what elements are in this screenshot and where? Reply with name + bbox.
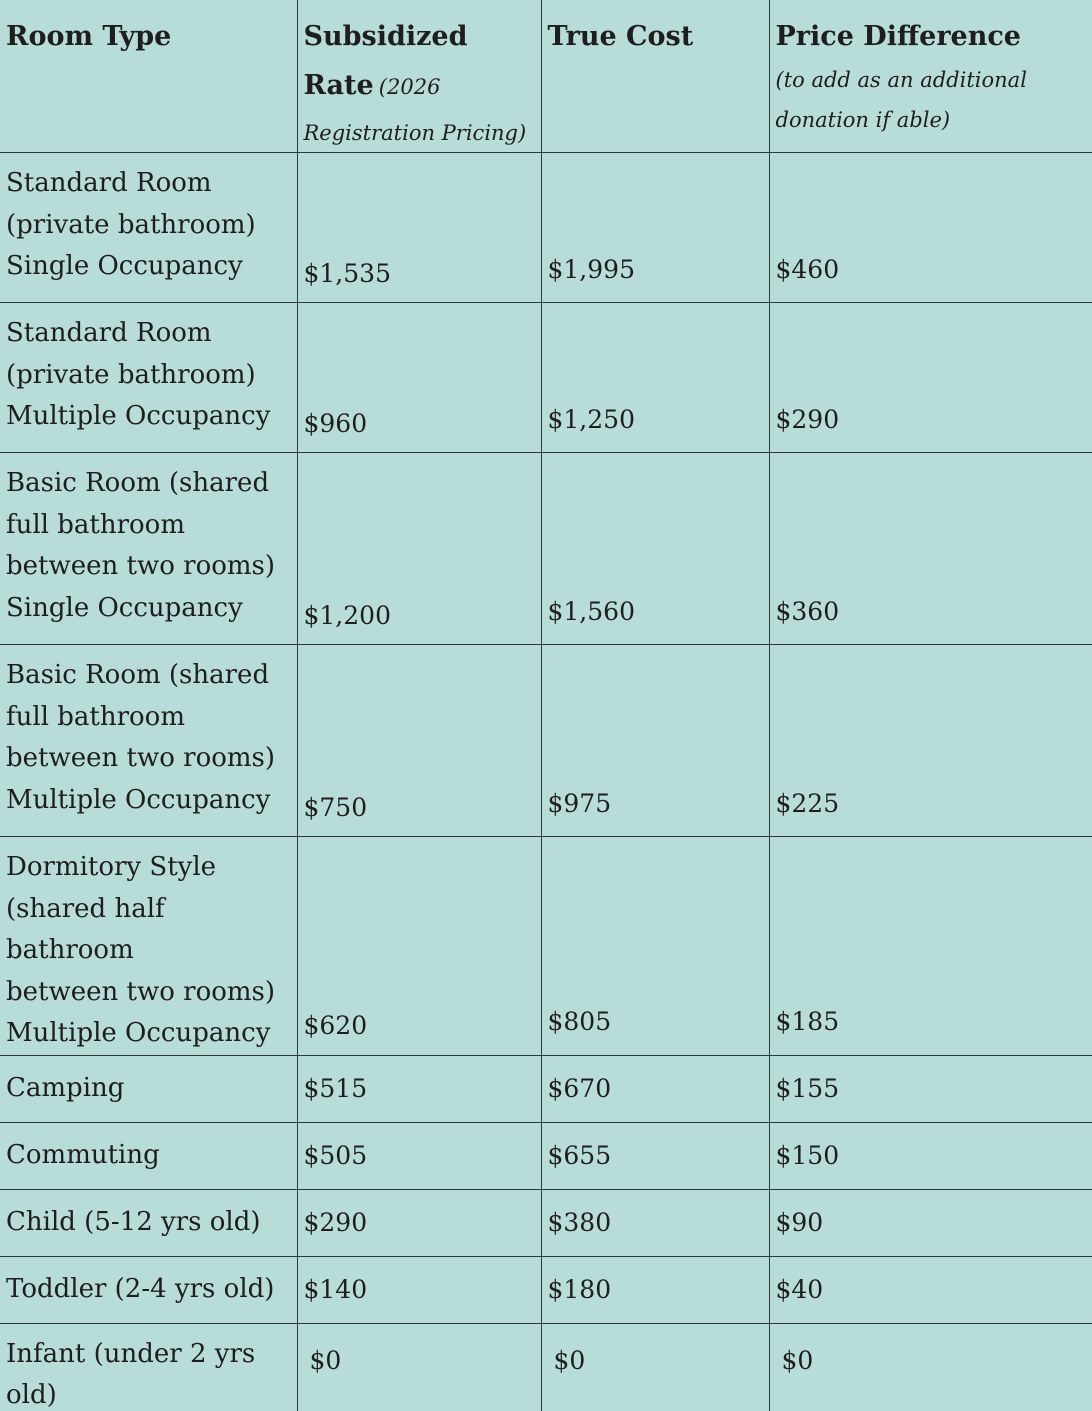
table-row xyxy=(0,645,1092,837)
subsidized-cell: $750 xyxy=(297,645,541,837)
true-cost-cell: $655 xyxy=(541,1122,769,1189)
room-type-cell: Standard Room (private bathroom) Single Occupancy xyxy=(0,153,297,303)
header-subsidized-note-1: (2026 xyxy=(378,75,441,99)
subsidized-cell: $1,200 xyxy=(297,453,541,645)
true-cost-cell: $1,560 xyxy=(541,453,769,645)
subsidized-cell: $1,535 xyxy=(297,153,541,303)
room-type-cell: Basic Room (shared full bathroom between two rooms) Multiple Occupancy xyxy=(0,645,297,837)
difference-cell: $185 xyxy=(769,837,1092,1056)
table-row xyxy=(0,837,1092,1056)
room-type-cell: Dormitory Style (shared half bathroom between two rooms) Multiple Occupancy xyxy=(0,837,297,1056)
room-type-cell: Infant (under 2 yrs old) xyxy=(0,1323,297,1411)
header-difference-note-1: (to add as an additional xyxy=(775,68,1027,92)
true-cost-cell: $975 xyxy=(541,645,769,837)
difference-cell: $360 xyxy=(769,453,1092,645)
table-row xyxy=(0,1256,1092,1323)
header-true-cost: True Cost xyxy=(541,0,769,153)
true-cost-cell: $1,995 xyxy=(541,153,769,303)
room-type-cell: Toddler (2-4 yrs old) xyxy=(0,1256,297,1323)
difference-cell: $90 xyxy=(769,1189,1092,1256)
room-type-cell: Camping xyxy=(0,1055,297,1122)
table-row xyxy=(0,1055,1092,1122)
difference-cell: $40 xyxy=(769,1256,1092,1323)
room-type-cell: Standard Room (private bathroom) Multiple Occupancy xyxy=(0,303,297,453)
header-row xyxy=(0,0,1092,153)
header-price-difference: Price Difference (to add as an additional donation if able) xyxy=(769,0,1092,153)
header-rate-label: Rate xyxy=(303,70,374,101)
true-cost-cell: $1,250 xyxy=(541,303,769,453)
true-cost-cell: $180 xyxy=(541,1256,769,1323)
subsidized-cell: $505 xyxy=(297,1122,541,1189)
true-cost-cell: $0 xyxy=(541,1323,769,1411)
true-cost-cell: $805 xyxy=(541,837,769,1056)
difference-cell: $150 xyxy=(769,1122,1092,1189)
difference-cell: $0 xyxy=(769,1323,1092,1411)
subsidized-cell: $290 xyxy=(297,1189,541,1256)
true-cost-cell: $670 xyxy=(541,1055,769,1122)
true-cost-cell: $380 xyxy=(541,1189,769,1256)
table-row xyxy=(0,303,1092,453)
header-subsidized-rate xyxy=(297,0,541,153)
table-row xyxy=(0,1323,1092,1411)
room-type-cell: Basic Room (shared full bathroom between two rooms) Single Occupancy xyxy=(0,453,297,645)
header-subsidized-label: Subsidized xyxy=(303,21,468,52)
room-type-cell: Child (5-12 yrs old) xyxy=(0,1189,297,1256)
header-room-type: Room Type xyxy=(0,0,297,153)
difference-cell: $290 xyxy=(769,303,1092,453)
table-row xyxy=(0,153,1092,303)
subsidized-cell: $0 xyxy=(297,1323,541,1411)
subsidized-cell: $140 xyxy=(297,1256,541,1323)
room-type-cell: Commuting xyxy=(0,1122,297,1189)
subsidized-cell: $515 xyxy=(297,1055,541,1122)
difference-cell: $460 xyxy=(769,153,1092,303)
difference-cell: $225 xyxy=(769,645,1092,837)
difference-cell: $155 xyxy=(769,1055,1092,1122)
table-row xyxy=(0,1189,1092,1256)
header-subsidized-note-2: Registration Pricing) xyxy=(303,121,527,145)
header-difference-note-2: donation if able) xyxy=(775,108,951,132)
table-row xyxy=(0,1122,1092,1189)
table-row xyxy=(0,453,1092,645)
subsidized-cell: $960 xyxy=(297,303,541,453)
subsidized-cell: $620 xyxy=(297,837,541,1056)
